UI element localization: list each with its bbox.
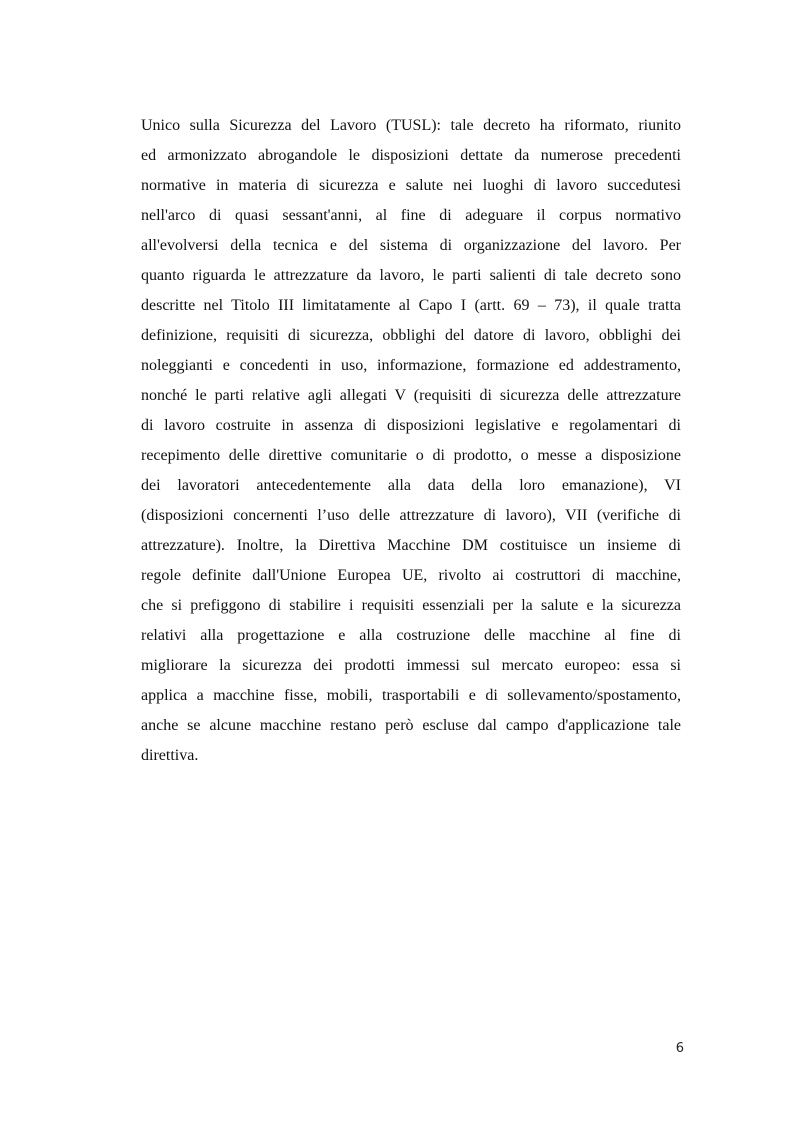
paragraph-line: dei lavoratori antecedentemente alla data della loro emanazione), VI — [141, 477, 681, 494]
paragraph-line: regole definite dall'Unione Europea UE, rivolto ai costruttori di macchine, — [141, 567, 681, 584]
paragraph-line: di lavoro costruite in assenza di disposizioni legislative e regolamentari di — [141, 417, 681, 434]
paragraph-line: definizione, requisiti di sicurezza, obblighi del datore di lavoro, obblighi dei — [141, 327, 681, 344]
page-number: 6 — [675, 1041, 684, 1056]
paragraph-line: nonché le parti relative agli allegati V (requisiti di sicurezza delle attrezzature — [141, 387, 681, 404]
body-paragraph — [141, 111, 681, 771]
paragraph-line: che si prefiggono di stabilire i requisiti essenziali per la salute e la sicurezza — [141, 597, 681, 614]
paragraph-line: ed armonizzato abrogandole le disposizioni dettate da numerose precedenti — [141, 147, 681, 164]
paragraph-line: applica a macchine fisse, mobili, trasportabili e di sollevamento/spostamento, — [141, 687, 681, 704]
paragraph-line: nell'arco di quasi sessant'anni, al fine di adeguare il corpus normativo — [141, 207, 681, 224]
paragraph-line: migliorare la sicurezza dei prodotti immessi sul mercato europeo: essa si — [141, 657, 681, 674]
paragraph-line: all'evolversi della tecnica e del sistema di organizzazione del lavoro. Per — [141, 237, 681, 254]
paragraph-line: Unico sulla Sicurezza del Lavoro (TUSL): tale decreto ha riformato, riunito — [141, 117, 681, 134]
paragraph-line-last: direttiva. — [141, 747, 199, 764]
paragraph-line: quanto riguarda le attrezzature da lavoro, le parti salienti di tale decreto sono — [141, 267, 681, 284]
paragraph-line: recepimento delle direttive comunitarie o di prodotto, o messe a disposizione — [141, 447, 681, 464]
paragraph-line: noleggianti e concedenti in uso, informazione, formazione ed addestramento, — [141, 357, 681, 374]
paragraph-line: attrezzature). Inoltre, la Direttiva Macchine DM costituisce un insieme di — [141, 537, 681, 554]
paragraph-line: normative in materia di sicurezza e salute nei luoghi di lavoro succedutesi — [141, 177, 681, 194]
paragraph-line: relativi alla progettazione e alla costruzione delle macchine al fine di — [141, 627, 681, 644]
paragraph-line: (disposizioni concernenti l’uso delle attrezzature di lavoro), VII (verifiche di — [141, 507, 681, 524]
paragraph-line: anche se alcune macchine restano però escluse dal campo d'applicazione tale — [141, 717, 681, 734]
paragraph-line: descritte nel Titolo III limitatamente al Capo I (artt. 69 – 73), il quale tratta — [141, 297, 681, 314]
